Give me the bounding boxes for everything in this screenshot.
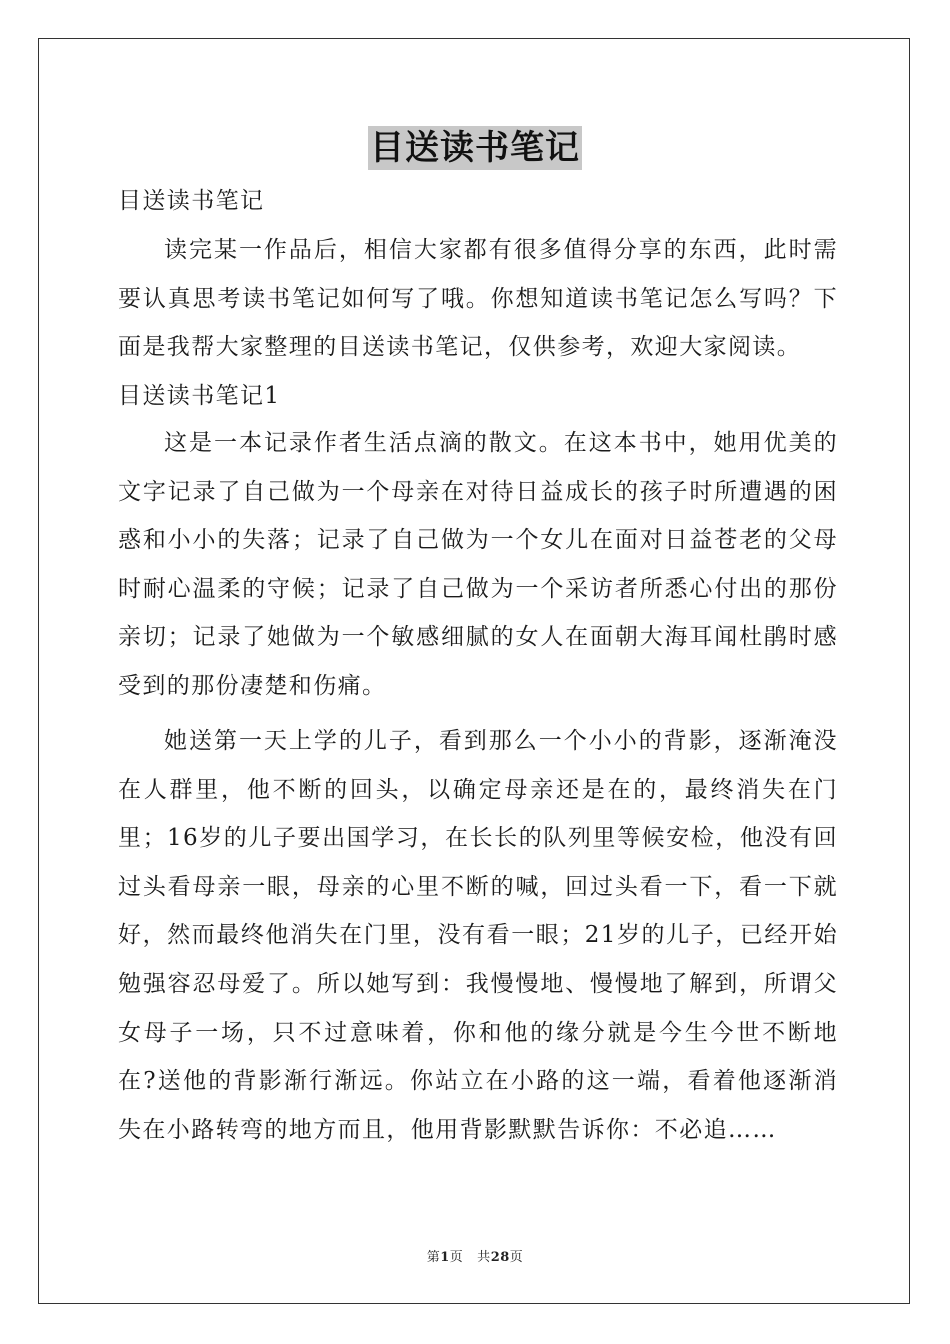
footer-page-unit: 页	[449, 1250, 464, 1265]
footer-page-current: 1	[440, 1250, 450, 1265]
section-heading: 目送读书笔记1	[118, 383, 281, 409]
title-container	[0, 126, 950, 170]
footer-page-total: 28	[490, 1250, 510, 1265]
footer-total-prefix: 共	[477, 1250, 491, 1265]
document-title: 目送读书笔记	[370, 128, 580, 168]
intro-paragraph: 读完某一作品后，相信大家都有很多值得分享的东西，此时需要认真思考读书笔记如何写了哦。你想知道读书笔记怎么写吗？下面是我帮大家整理的目送读书笔记，仅供参考，欢迎大家阅读。	[118, 237, 838, 361]
body-paragraph-2: 她送第一天上学的儿子，看到那么一个小小的背影，逐渐淹没在人群里，他不断的回头，以确定母亲还是在的，最终消失在门里；16岁的儿子要出国学习，在长长的队列里等候安检，他没有回过头看母亲一眼，母亲的心里不断的喊，回过头看一下，看一下就好，然而最终他消失在门里，没有看一眼；21岁的儿子，已经开始勉强容忍母爱了。所以她写到：我慢慢地、慢慢地了解到，所谓父女母子一场，只不过意味着，你和他的缘分就是今生今世不断地在?送他的背影渐行渐远。你站立在小路的这一端，看着他逐渐消失在小路转弯的地方而且，他用背影默默告诉你：不必追……	[118, 728, 838, 1143]
body-paragraph-1: 这是一本记录作者生活点滴的散文。在这本书中，她用优美的文字记录了自己做为一个母亲在对待日益成长的孩子时所遭遇的困惑和小小的失落；记录了自己做为一个女儿在面对日益苍老的父母时耐心温柔的守候；记录了自己做为一个采访者所悉心付出的那份亲切；记录了她做为一个敏感细腻的女人在面朝大海耳闻杜鹃时感受到的那份凄楚和伤痛。	[118, 430, 838, 699]
document-body	[118, 178, 838, 1154]
footer-page-prefix: 第	[426, 1250, 441, 1265]
document-subtitle: 目送读书笔记	[118, 188, 265, 214]
footer-total-unit: 页	[509, 1250, 524, 1265]
page-footer	[0, 1246, 950, 1265]
